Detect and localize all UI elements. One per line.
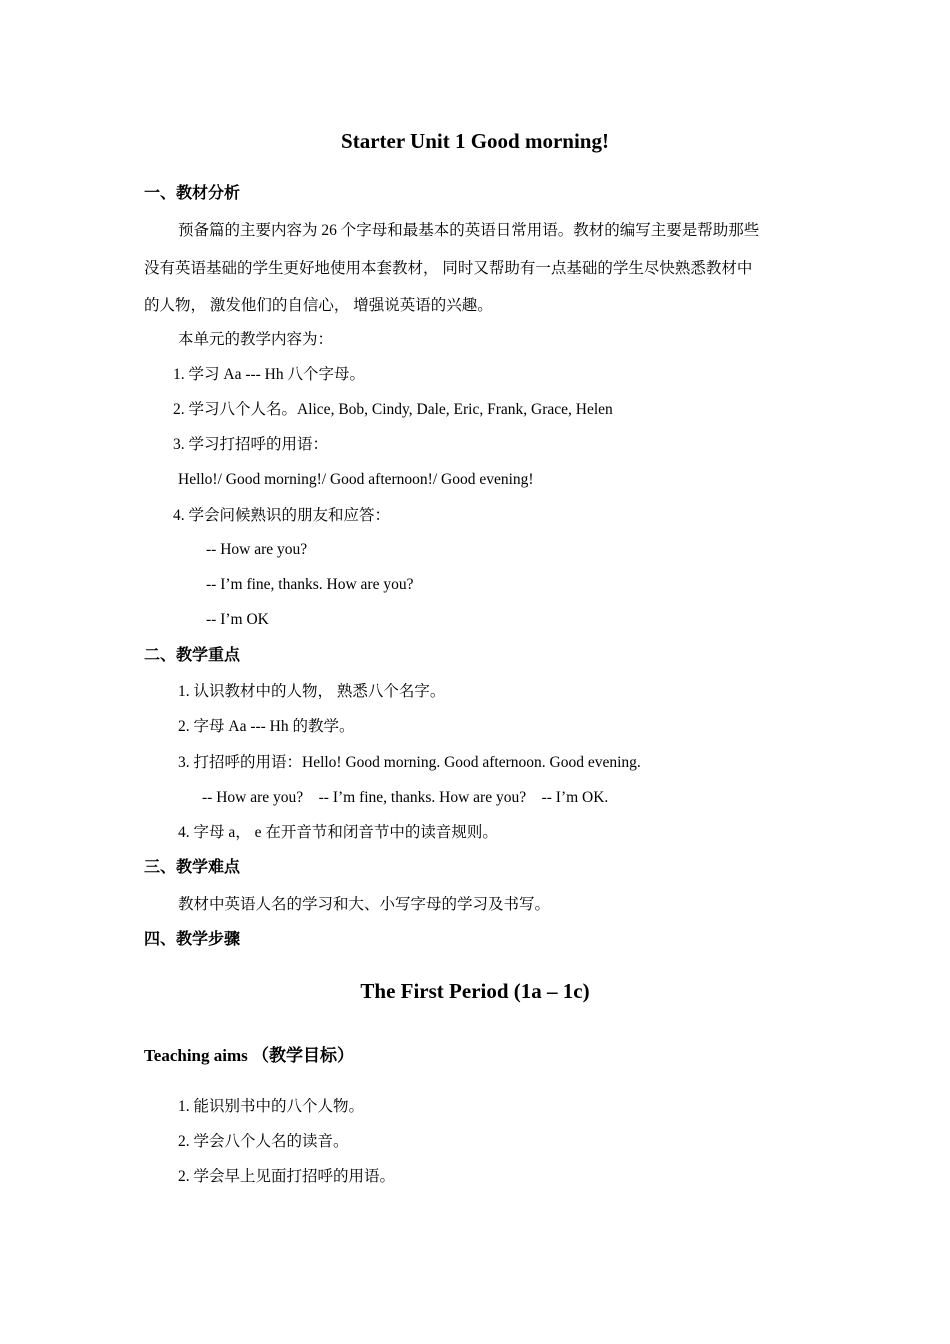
- analysis-paragraph-line: 预备篇的主要内容为 26 个字母和最基本的英语日常用语。教材的编写主要是帮助那些: [178, 222, 760, 239]
- content-list-item: 1. 学习 Aa --- Hh 八个字母。: [173, 366, 366, 383]
- key-point-item: 2. 字母 Aa --- Hh 的教学。: [178, 718, 355, 735]
- content-list-item: 3. 学习打招呼的用语：: [173, 436, 329, 453]
- key-point-item: 4. 字母 a， e 在开音节和闭音节中的读音规则。: [178, 824, 498, 841]
- section-heading-teaching-steps: 四、教学步骤: [144, 931, 241, 948]
- section-heading-key-points: 二、教学重点: [144, 647, 241, 664]
- document-title: Starter Unit 1 Good morning!: [341, 129, 609, 153]
- teaching-aim-item: 1. 能识别书中的八个人物。: [178, 1098, 365, 1115]
- dialogue-line: -- How are you?: [206, 541, 308, 558]
- key-point-item: 1. 认识教材中的人物， 熟悉八个名字。: [178, 683, 446, 700]
- unit-content-intro: 本单元的教学内容为：: [178, 331, 334, 348]
- section-heading-textbook-analysis: 一、教材分析: [144, 185, 241, 202]
- content-list-item: 2. 学习八个人名。Alice, Bob, Cindy, Dale, Eric, Frank, Grace, Helen: [173, 401, 613, 418]
- analysis-paragraph-line: 的人物， 激发他们的自信心， 增强说英语的兴趣。: [144, 297, 493, 314]
- analysis-paragraph-line: 没有英语基础的学生更好地使用本套教材， 同时又帮助有一点基础的学生尽快熟悉教材中: [144, 260, 753, 277]
- key-point-dialogue: -- How are you? -- I’m fine, thanks. How are you? -- I’m OK.: [202, 789, 609, 806]
- teaching-aims-heading: Teaching aims （教学目标）: [144, 1046, 355, 1065]
- teaching-aim-item: 2. 学会八个人名的读音。: [178, 1133, 349, 1150]
- content-list-item: 4. 学会问候熟识的朋友和应答：: [173, 507, 391, 524]
- dialogue-line: -- I’m OK: [206, 611, 269, 628]
- dialogue-line: -- I’m fine, thanks. How are you?: [206, 576, 414, 593]
- period-title: The First Period (1a – 1c): [360, 979, 590, 1003]
- greeting-phrases: Hello!/ Good morning!/ Good afternoon!/ Good evening!: [178, 471, 534, 488]
- section-heading-difficulties: 三、教学难点: [144, 859, 241, 876]
- key-point-item: 3. 打招呼的用语：Hello! Good morning. Good afternoon. Good evening.: [178, 754, 641, 771]
- difficulty-text: 教材中英语人名的学习和大、小写字母的学习及书写。: [178, 896, 551, 913]
- teaching-aim-item: 2. 学会早上见面打招呼的用语。: [178, 1168, 396, 1185]
